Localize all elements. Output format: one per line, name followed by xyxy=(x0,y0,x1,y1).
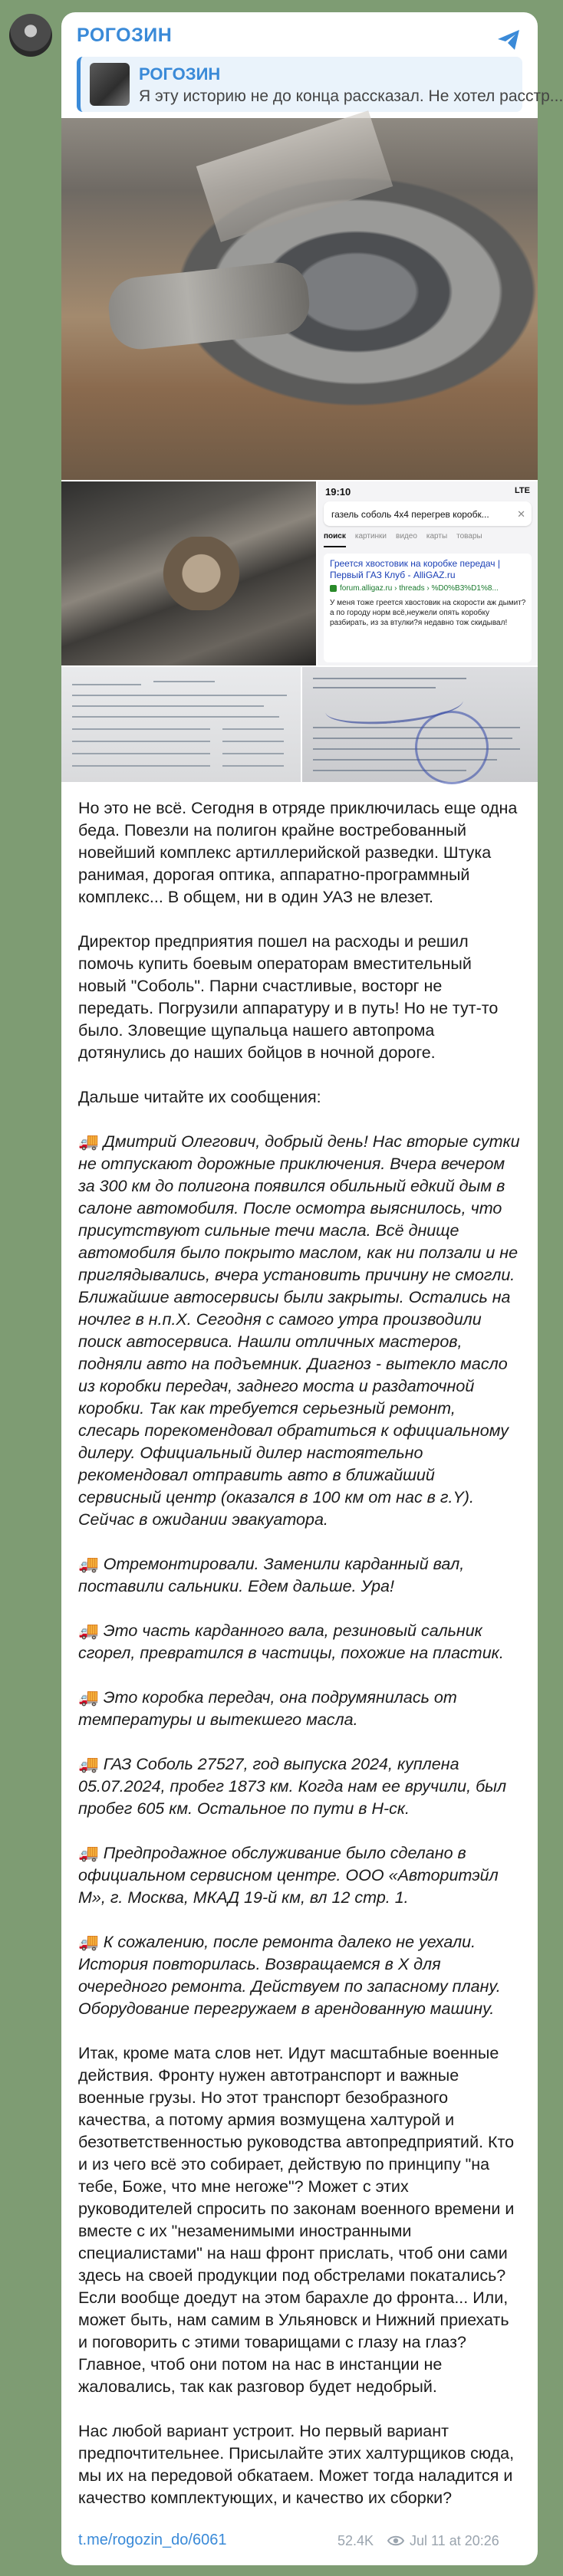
phone-result-url-text: forum.alligaz.ru › threads › %D0%B3%D1%8... xyxy=(340,584,499,593)
post-link[interactable]: t.me/rogozin_do/6061 xyxy=(78,2532,227,2548)
truck-icon: 🚚 xyxy=(78,1688,104,1707)
reply-text: Я эту историю не до конца рассказал. Не хотел расстр... xyxy=(139,87,563,105)
message-paragraph-text: Это коробка передач, она подрумянилась от температуры и вытекшего масла. xyxy=(78,1688,457,1729)
phone-tab: поиск xyxy=(324,532,346,547)
message-paragraph xyxy=(78,1086,522,1109)
message-paragraph-text: ГАЗ Соболь 27527, год выпуска 2024, куплена 05.07.2024, пробег 1873 км. Когда нам ее вручили, был пробег 605 км. Остальное по пути в Н-ск. xyxy=(78,1755,507,1818)
close-icon: ✕ xyxy=(517,508,525,520)
eye-icon xyxy=(387,2535,404,2547)
truck-icon: 🚚 xyxy=(78,1132,104,1151)
truck-icon: 🚚 xyxy=(78,1844,104,1862)
reply-preview[interactable] xyxy=(77,57,563,112)
channel-name[interactable]: РОГОЗИН xyxy=(77,25,173,46)
phone-tab: карты xyxy=(426,532,448,540)
phone-tab: товары xyxy=(456,532,482,540)
view-count: 52.4K xyxy=(337,2533,374,2548)
phone-time: 19:10 xyxy=(325,486,351,498)
stamp-seal xyxy=(415,711,489,784)
message-paragraph-text: Итак, кроме мата слов нет. Идут масштабные военные действия. Фронту нужен автотранспорт и важные военные грузы. Но этот транспорт безобразного качества, а потому армия возмущена халтурой и безответственностью руководства автопредприятий. Кто и из чего всё это собирает, действую по принципу "на тебе, Боже, что мне негоже"? Может с этих руководителей спросить по законам военного времени и вместе с их "незаменимыми иностранными специалистами" на наш фронт прислать, чтоб они сами здесь на своей продукции под обстрелами покатались? Если вообще доедут на этом барахле до фронта... Или, может быть, нам самим в Ульяновск и Нижний приехать и поговорить с этими товарищами с глазу на глаз? Главное, чтоб они потом на нас в инстанции не жаловались, так как разговор будет недобрый. xyxy=(78,2044,515,2396)
message-paragraph-text: Предпродажное обслуживание было сделано в официальном сервисном центре. ООО «Авторитэйл М», г. Москва, МКАД 19-й км, вл 12 стр. 1. xyxy=(78,1844,499,1907)
reply-title: РОГОЗИН xyxy=(139,64,221,84)
message-paragraph xyxy=(78,931,522,1064)
phone-search-result xyxy=(324,554,532,662)
site-icon xyxy=(330,585,337,592)
message-paragraph xyxy=(78,1842,522,1909)
message-paragraph-text: Нас любой вариант устроит. Но первый вариант предпочтительнее. Присылайте этих халтурщиков сюда, мы их на передовой обкатаем. Может тогда наладится и качество комплектующих, и качество их сборки? xyxy=(78,2422,515,2507)
photo-vehicle-underside[interactable] xyxy=(61,481,316,665)
message-paragraph-text: Дмитрий Олегович, добрый день! Нас вторые сутки не отпускают дорожные приключения. Вчера вечером за 300 км до полигона появился обильный едкий дым в салоне автомобиля. После осмотра выяснилось, что присутствуют сильные течи масла. Всё днище автомобиля было покрыто маслом, как ни ползали и не приглядывались, вчера установить причину не смогли. Ближайшие автосервисы были закрыты. Остались на ночлег в н.п.Х. Сегодня с самого утра производили поиск автосервиса. Нашли отличных мастеров, подняли авто на подъемник. Диагноз - вытекло масло из коробки передач, заднего моста и раздаточной коробки. Так как требуется серьезный ремонт, слесарь порекомендовал обратиться к официальному дилеру. Официальный дилер настоятельно рекомендовал отправить авто в ближайший сервисный центр (оказался в 100 км от нас в г.Y). Сейчас в ожидании эвакуатора. xyxy=(78,1132,520,1529)
phone-result-url xyxy=(330,584,528,593)
phone-search-tabs xyxy=(324,532,535,547)
channel-avatar[interactable] xyxy=(9,14,52,57)
message-paragraph xyxy=(78,1620,522,1664)
message-paragraph xyxy=(78,1931,522,2020)
phone-tab: видео xyxy=(396,532,417,540)
share-icon[interactable] xyxy=(495,26,522,54)
message-paragraph-text: К сожалению, после ремонта далеко не уехали. История повторилась. Возвращаемся в Х для очередного ремонта. Действуем по запасному плану. Оборудование перегружаем в арендованную машину. xyxy=(78,1933,501,2018)
message-paragraph-text: Директор предприятия пошел на расходы и решил помочь купить боевым операторам вместительный новый "Соболь". Парни счастливые, восторг не передать. Погрузили аппаратуру и в путь! Но не тут-то было. Зловещие щупальца нашего автопрома дотянулись до наших бойцов в ночной дороге. xyxy=(78,932,499,1062)
truck-icon: 🚚 xyxy=(78,1933,104,1951)
message-text xyxy=(78,797,522,2532)
message-paragraph-text: Это часть карданного вала, резиновый сальник сгорел, превратился в частицы, похожие на пластик. xyxy=(78,1622,504,1662)
photo-document-left[interactable] xyxy=(61,667,301,782)
message-paragraph xyxy=(78,1687,522,1731)
message-paragraph xyxy=(78,1131,522,1531)
photo-phone-search-screenshot[interactable] xyxy=(318,481,538,665)
message-paragraph xyxy=(78,1553,522,1598)
phone-result-title: Греется хвостовик на коробке передач | Первый ГАЗ Клуб - AlliGAZ.ru xyxy=(330,558,500,580)
message-bubble xyxy=(61,12,563,2565)
truck-icon: 🚚 xyxy=(78,1555,104,1573)
message-paragraph xyxy=(78,797,522,909)
photo-gearbox-flange[interactable] xyxy=(61,118,538,480)
phone-search-query: газель соболь 4х4 перегрев коробк... xyxy=(331,509,489,520)
phone-network: LTE xyxy=(515,486,530,495)
phone-tab: картинки xyxy=(354,532,387,540)
truck-icon: 🚚 xyxy=(78,1755,104,1773)
post-timestamp: Jul 11 at 20:26 xyxy=(410,2533,499,2548)
message-paragraph xyxy=(78,1753,522,1820)
photo-document-right[interactable] xyxy=(302,667,538,782)
message-paragraph-text: Отремонтировали. Заменили карданный вал, поставили сальники. Едем дальше. Ура! xyxy=(78,1555,465,1595)
message-paragraph-text: Но это не всё. Сегодня в отряде приключилась еще одна беда. Повезли на полигон крайне востребованный новейший комплекс артиллерийской разведки. Штука ранимая, дорогая оптика, аппаратно-программный комплекс... В общем, ни в один УАЗ не влезет. xyxy=(78,799,518,906)
message-paragraph-text: Дальше читайте их сообщения: xyxy=(78,1088,321,1106)
phone-result-snippet: У меня тоже греется хвостовик на скорости аж дымит?а по городу норм всё,неужели опять коробку разбирать, из за втулки?я недавно тож скидывал! xyxy=(330,599,526,627)
message-paragraph xyxy=(78,2420,522,2509)
truck-icon: 🚚 xyxy=(78,1622,104,1640)
reply-thumbnail xyxy=(90,63,130,106)
message-paragraph xyxy=(78,2042,522,2398)
